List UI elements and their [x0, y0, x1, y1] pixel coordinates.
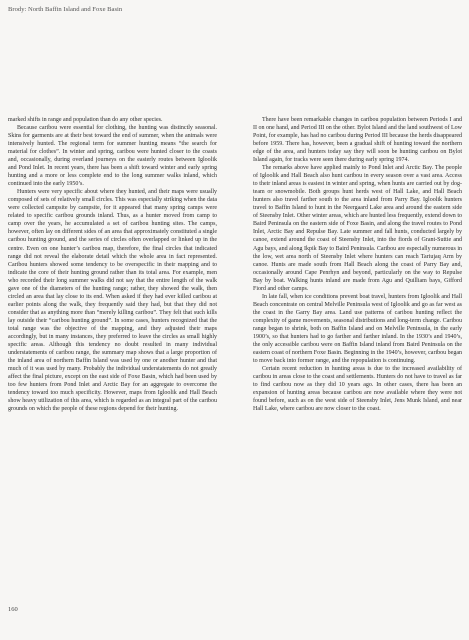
paragraph: The remarks above have applied mainly to Pond Inlet and Arctic Bay. The people of Igloolik and Hall Beach also hunt caribou in every season over a vast area. Access to their inland areas is easiest in winter and spring, when hunts are carried out by dog-team or snowmobile. Both groups hunt herds west of Hall Lake, and Hall Beach hunters also travel farther south to the area inland from Parry Bay. Igloolik hunters travel to Baffin Island to hunt in the Neergaard Lake area and around the eastern side of Steensby Inlet. Other winter areas, which are hunted less frequently, extend down to Baird Peninsula on the eastern side of Foxe Basin, and along the travel routes to Pond Inlet, Arctic Bay and Repulse Bay. Late summer and fall hunts, conducted largely by canoe, extend around the coast of Steensby Inlet, into the fiords of Grant-Suttie and Agu bays, and along Ikpik Bay to Baird Peninsula. Caribou are especially numerous in the low, wet area north of Steensby Inlet where hunters can reach Tariujaq Arm by canoe. Hunts are made south from Hall Beach along the coast of Parry Bay and, occasionally around Cape Penrhyn and beyond, particularly on the way to Repulse Bay by boat. Walking hunts inland are made from Agu and Quilliam bays, Gifford Fiord and other camps. — [253, 165, 462, 292]
paragraph: In late fall, when ice conditions prevent boat travel, hunters from Igloolik and Hall Beach concentrate on central Melville Peninsula west of Igloolik and go as far west as the coast in the Garry Bay area. Land use patterns of caribou hunting reflect the complexity of game movements, seasonal distributions and long-term change. Caribou range began to shrink, both on Baffin Island and on Melville Peninsula, in the early 1900’s, so that hunters had to go farther and farther inland. In the 1930’s and 1940’s, the only accessible caribou were on Baffin Island inland from Baird Peninsula on the eastern coast of northern Foxe Basin. Beginning in the 1940’s, however, caribou began to move back into former range, and the repopulation is continuing. — [253, 293, 462, 364]
page-number: 160 — [8, 606, 18, 613]
running-head: Brody: North Baffin Island and Foxe Basin — [8, 6, 123, 13]
paragraph: Hunters were very specific about where they hunted, and their maps were usually composed of sets of relatively small circles. This was especially striking when the data were collected campsite by campsite, for it appeared that many spring camps were related to specific caribou grounds inland. Thus, as a hunter moved from camp to camp over the years, he accumulated a set of caribou hunting sites. The camps, however, often lay on different sides of an area that approximately constituted a single caribou hunting ground, and the series of circles often overlapped or linked up in the centre. Even on one hunter’s caribou map, therefore, the final circles that indicated range did not reveal the elaborate detail which the whole area in fact represented. Caribou hunters showed some tendency to be overspecific in their mapping and to indicate the core of their hunting ground rather than its total area. For example, men who recorded their long summer walks did not say that the entire length of the walk gave one of the diameters of the hunting range; rather, they showed the walk, then circled an area that lay close to its end. When asked if they had ever killed caribou at earlier points along the walk, they frequently said they had, but that they did not consider that as anything more than “merely killing caribou”. They felt that such kills lay outside their “caribou hunting ground”. In some cases, hunters recognized that the total range was the objective of the mapping, and they adjusted their maps accordingly, but in many instances, they preferred to leave the circles as small highly specific areas. Although this tendency no doubt resulted in many individual understatements of caribou range, the summary map shows that a large proportion of the inland area of northern Baffin Island was used by one or another hunter and that much of it was used by many. Probably the individual understatements do not greatly affect the final picture, except on the east side of Foxe Basin, which had been used by too few hunters from Pond Inlet and Arctic Bay for an aggregate to overcome the tendency toward too much specificity. However, maps from Igloolik and Hall Beach show heavy utilization of this area, which is regarded as an integral part of the caribou grounds on which the people of these regions depend for their hunting. — [8, 189, 217, 413]
left-column — [8, 116, 217, 594]
paragraph: Certain recent reduction in hunting areas is due to the increased availability of caribou in areas close to the coast and settlements. Hunters do not have to travel as far to find caribou now as they did 10 years ago. In other cases, there has been an expansion of hunting areas because caribou are now available where they were not found before, such as on the west side of Steensby Inlet, Jens Munk Island, and near Hall Lake, where caribou are now closer to the coast. — [253, 365, 462, 413]
paragraph: There have been remarkable changes in caribou population between Periods I and II on one hand, and Period III on the other. Bylot Island and the land southwest of Low Point, for example, has had no caribou during Period III because the herds disappeared before 1959. There has, however, been a gradual shift of hunting toward the northern edge of the area, and hunters today say they will soon be hunting caribou on Bylot Island again, for tracks were seen there during early spring 1974. — [253, 117, 462, 164]
right-column — [253, 116, 462, 594]
paragraph: Because caribou were essential for clothing, the hunting was distinctly seasonal. Skins for garments are at their best toward the end of summer, when the animals were intensively hunted. The regional term for summer hunting means “the search for material for clothes”. In winter and spring, caribou were hunted closer to the coasts and, occasionally, during overland journeys on the easterly routes between Igloolik and Pond Inlet. In recent years, there has been a shift toward winter and early spring hunting and a more or less complete end to the long summer walks inland, which continued into the early 1950’s. — [8, 125, 217, 188]
paragraph: marked shifts in range and population than do any other species. — [8, 117, 163, 123]
